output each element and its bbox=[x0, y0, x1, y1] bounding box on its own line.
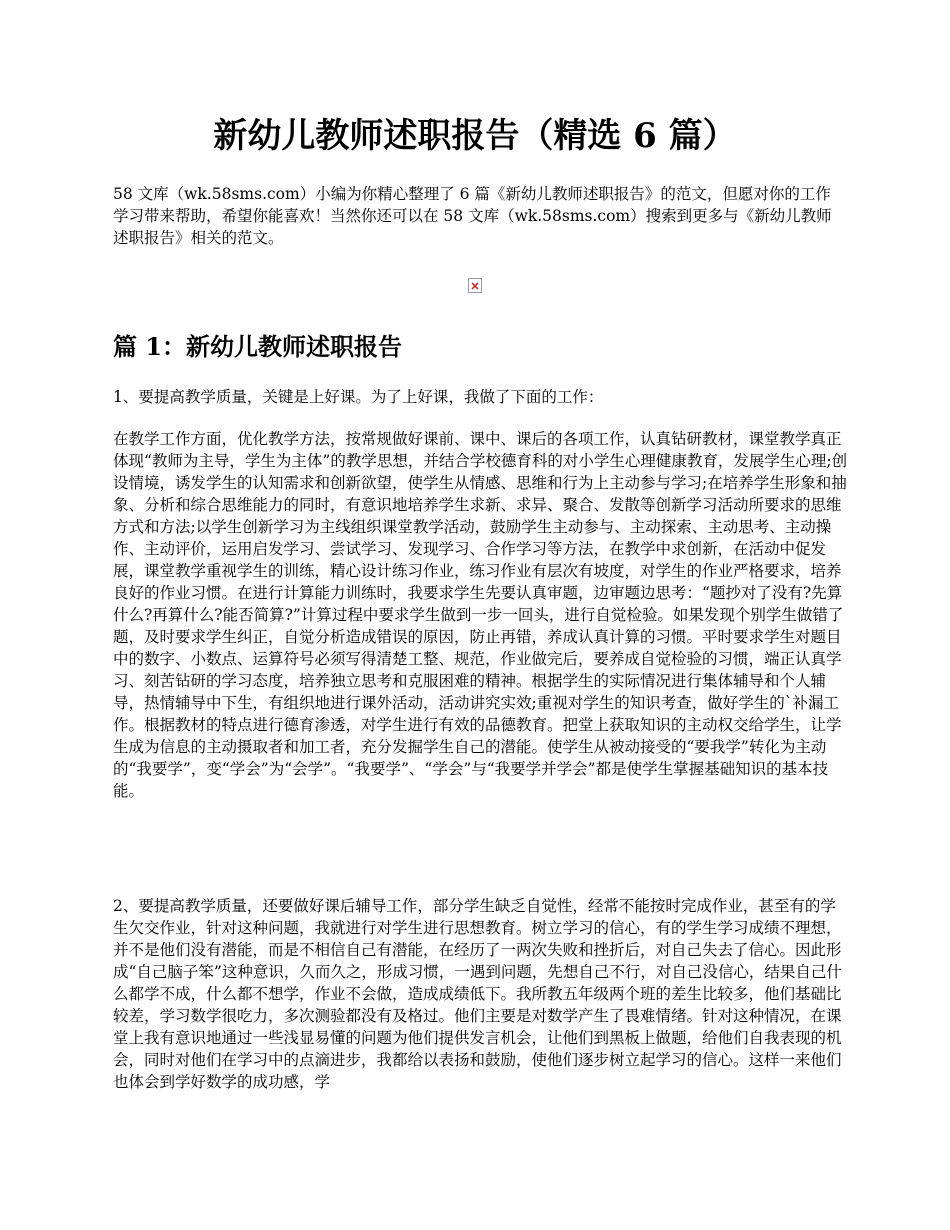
paragraph-3: 2、要提高教学质量，还要做好课后辅导工作，部分学生缺乏自觉性，经常不能按时完成作业，甚至有的学生欠交作业，针对这种问题，我就进行对学生进行思想教育。树立学习的信心，有的学生学习成绩不理想，并不是他们没有潜能，而是不相信自己有潜能，在经历了一两次失败和挫折后，对自己失去了信心。因此形成“自己脑子笨”这种意识，久而久之，形成习惯，一遇到问题，先想自己不行，对自己没信心，结果自己什么都学不成，什么都不想学，作业不会做，造成成绩低下。我所教五年级两个班的差生比较多，他们基础比较差，学习数学很吃力，多次测验都没有及格过。他们主要是对数学产生了畏难情绪。针对这种情况，在课堂上我有意识地通过一些浅显易懂的问题为他们提供发言机会，让他们到黑板上做题，给他们自我表现的机会，同时对他们在学习中的点滴进步，我都给以表扬和鼓励，使他们逐步树立起学习的信心。这样一来他们也体会到学好数学的成功感，学 bbox=[113, 897, 842, 1091]
broken-image-icon bbox=[468, 278, 482, 293]
paragraph-1: 1、要提高教学质量，关键是上好课。为了上好课，我做了下面的工作： bbox=[113, 388, 604, 406]
close-x-icon bbox=[471, 282, 479, 290]
paragraph-2: 在教学工作方面，优化教学方法，按常规做好课前、课中、课后的各项工作，认真钻研教材，课堂教学真正体现“教师为主导，学生为主体”的教学思想，并结合学校德育科的对小学生心理健康教育，发展学生心理;创设情境，诱发学生的认知需求和创新欲望，使学生从情感、思维和行为上主动参与学习;在培养学生形象和抽象、分析和综合思维能力的同时，有意识地培养学生求新、求异、聚合、发散等创新学习活动所要求的思维方式和方法;以学生创新学习为主线组织课堂教学活动，鼓励学生主动参与、主动探索、主动思考、主动操作、主动评价，运用启发学习、尝试学习、发现学习、合作学习等方法，在教学中求创新，在活动中促发展，课堂教学重视学生的训练，精心设计练习作业，练习作业有层次有坡度，对学生的作业严格要求，培养良好的作业习惯。在进行计算能力训练时，我要求学生先要认真审题，边审题边思考：“题抄对了没有?先算什么?再算什么?能否简算?”计算过程中要求学生做到一步一回头，进行自觉检验。如果发现个别学生做错了题，及时要求学生纠正，自觉分析造成错误的原因，防止再错，养成认真计算的习惯。平时要求学生对题目中的数字、小数点、运算符号必须写得清楚工整、规范，作业做完后，要养成自觉检验的习惯，端正认真学习、刻苦钻研的学习态度，培养独立思考和克服困难的精神。根据学生的实际情况进行集体辅导和个人辅导，热情辅导中下生，有组织地进行课外活动，活动讲究实效;重视对学生的知识考查，做好学生的`补漏工作。根据教材的特点进行德育渗透，对学生进行有效的品德教育。把堂上获取知识的主动权交给学生，让学生成为信息的主动摄取者和加工者，充分发掘学生自己的潜能。使学生从被动接受的“要我学”转化为主动的“我要学”，变“学会”为“会学”。“我要学”、“学会”与“我要学并学会”都是使学生掌握基础知识的基本技能。 bbox=[113, 430, 848, 800]
document-title: 新幼儿教师述职报告（精选 6 篇） bbox=[213, 116, 737, 156]
intro-paragraph: 58 文库（wk.58sms.com）小编为你精心整理了 6 篇《新幼儿教师述职报告》的范文，但愿对你的工作学习带来帮助，希望你能喜欢！当然你还可以在 58 文库（wk.58sms.com）搜索到更多与《新幼儿教师述职报告》相关的范文。 bbox=[113, 185, 832, 247]
section-title: 篇 1：新幼儿教师述职报告 bbox=[113, 332, 403, 361]
